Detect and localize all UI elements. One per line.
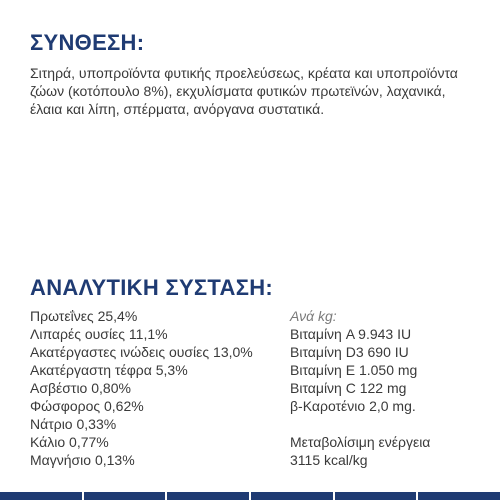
nutrient-fibre: Ακατέργαστες ινώδεις ουσίες 13,0%	[30, 344, 253, 360]
vitamin-e: Βιταμίνη E 1.050 mg	[290, 362, 418, 378]
footer-bar	[0, 492, 500, 500]
per-kg-label: Ανά kg:	[290, 308, 337, 324]
analytical-heading: ΑΝΑΛΥΤΙΚΗ ΣΥΣΤΑΣΗ:	[30, 275, 274, 300]
footer-segment	[0, 492, 84, 500]
per-kg-list	[290, 307, 480, 469]
nutrient-phosphorus: Φώσφορος 0,62%	[30, 398, 144, 414]
footer-segment	[418, 492, 500, 500]
composition-heading: ΣΥΝΘΕΣΗ:	[30, 30, 145, 55]
nutrient-calcium: Ασβέστιο 0,80%	[30, 380, 131, 396]
nutrient-list	[30, 307, 290, 469]
nutrient-ash: Ακατέργαστη τέφρα 5,3%	[30, 362, 188, 378]
footer-segment	[167, 492, 251, 500]
nutrient-magnesium: Μαγνήσιο 0,13%	[30, 452, 135, 468]
vitamin-d3: Βιταμίνη D3 690 IU	[290, 344, 409, 360]
nutrient-sodium: Νάτριο 0,33%	[30, 416, 117, 432]
vitamin-c: Βιταμίνη C 122 mg	[290, 380, 407, 396]
composition-text: Σιτηρά, υποπροϊόντα φυτικής προελεύσεως, κρέατα και υποπροϊόντα ζώων (κοτόπουλο 8%), εκχυλίσματα φυτικών πρωτεϊνών, λαχανικά, έλαια και λίπη, σπέρματα, ανόργανα συστατικά.	[30, 65, 458, 117]
footer-segment	[251, 492, 335, 500]
vitamin-a: Βιταμίνη A 9.943 IU	[290, 326, 412, 342]
energy-label: Μεταβολίσιμη ενέργεια	[290, 434, 431, 450]
nutrient-fat: Λιπαρές ουσίες 11,1%	[30, 326, 168, 342]
footer-segment	[84, 492, 168, 500]
footer-segment	[335, 492, 419, 500]
beta-carotene: β-Καροτένιο 2,0 mg.	[290, 398, 416, 414]
nutrient-potassium: Κάλιο 0,77%	[30, 434, 109, 450]
spacer	[290, 415, 480, 433]
energy-value: 3115 kcal/kg	[290, 452, 368, 468]
nutrient-protein: Πρωτεΐνες 25,4%	[30, 308, 138, 324]
